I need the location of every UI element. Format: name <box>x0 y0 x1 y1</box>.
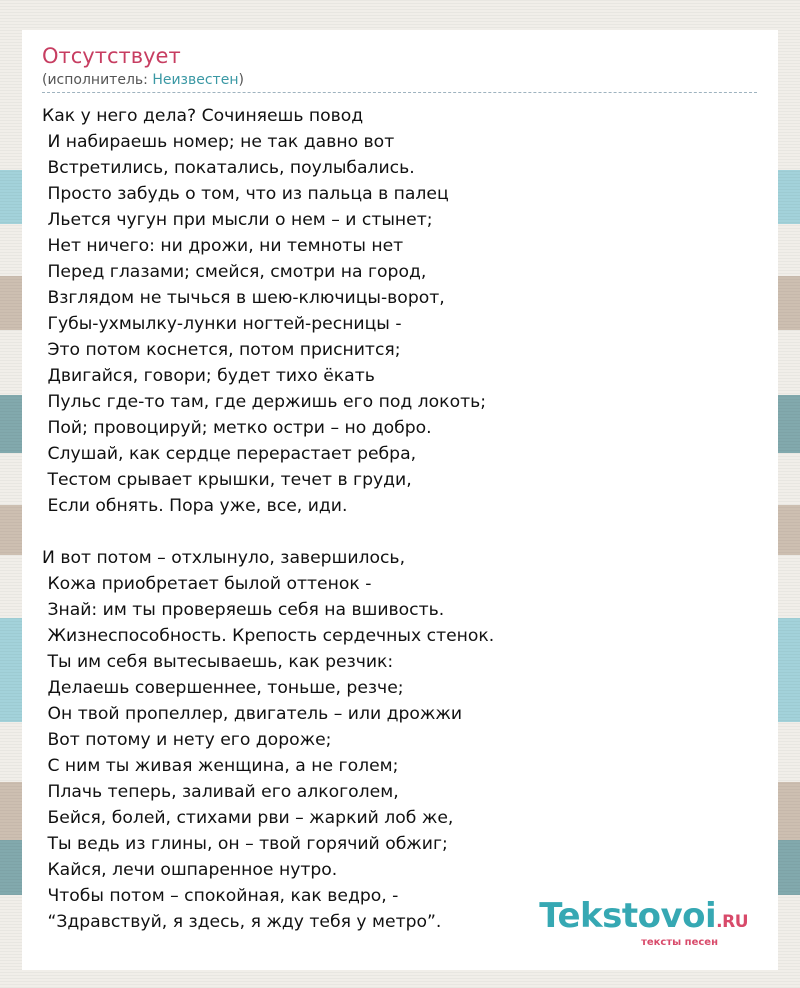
lyric-line: Льется чугун при мысли о нем – и стынет; <box>42 210 433 230</box>
artist-suffix: ) <box>238 72 244 88</box>
lyric-line: Делаешь совершеннее, тоньше, резче; <box>42 678 404 698</box>
lyric-line: Перед глазами; смейся, смотри на город, <box>42 262 427 282</box>
lyric-line: Пульс где-то там, где держишь его под локоть; <box>42 392 487 412</box>
site-watermark <box>539 896 748 948</box>
lyric-line: Плачь теперь, заливай его алкоголем, <box>42 782 399 802</box>
lyric-line: Как у него дела? Сочиняешь повод <box>42 106 364 126</box>
lyric-line: Ты ведь из глины, он – твой горячий обжиг; <box>42 834 448 854</box>
lyric-line: Пой; провоцируй; метко остри – но добро. <box>42 418 432 438</box>
lyric-line: Нет ничего: ни дрожи, ни темноты нет <box>42 236 404 256</box>
lyric-line: И вот потом – отхлынуло, завершилось, <box>42 548 406 568</box>
lyric-line: Встретились, покатались, поулыбались. <box>42 158 415 178</box>
lyric-line: Ты им себя вытесываешь, как резчик: <box>42 652 394 672</box>
lyric-line: С ним ты живая женщина, а не голем; <box>42 756 399 776</box>
lyric-line: Двигайся, говори; будет тихо ёкать <box>42 366 375 386</box>
lyric-line: Знай: им ты проверяешь себя на вшивость. <box>42 600 445 620</box>
lyric-line: Тестом срывает крышки, течет в груди, <box>42 470 412 490</box>
artist-link[interactable]: Неизвестен <box>152 72 239 88</box>
watermark-brand: Tekstovoi <box>539 896 717 936</box>
lyric-line: И набираешь номер; не так давно вот <box>42 132 395 152</box>
lyrics-card <box>22 30 778 970</box>
stanza-1 <box>42 103 758 519</box>
lyric-line: Взглядом не тычься в шею-ключицы-ворот, <box>42 288 445 308</box>
lyric-line: Чтобы потом – спокойная, как ведро, - <box>42 886 399 906</box>
watermark-logo <box>539 896 748 939</box>
watermark-tagline: тексты песен <box>641 937 718 948</box>
lyric-line: Он твой пропеллер, двигатель – или дрожжи <box>42 704 463 724</box>
lyric-line: Это потом коснется, потом приснится; <box>42 340 401 360</box>
lyric-line: Если обнять. Пора уже, все, иди. <box>42 496 348 516</box>
lyric-line: Бейся, болей, стихами рви – жаркий лоб же, <box>42 808 454 828</box>
song-title: Отсутствует <box>42 44 181 68</box>
watermark-tld: .RU <box>716 912 748 932</box>
lyric-line: Жизнеспособность. Крепость сердечных стенок. <box>42 626 495 646</box>
lyric-line: “Здравствуй, я здесь, я жду тебя у метро”. <box>42 912 442 932</box>
lyric-line: Кайся, лечи ошпаренное нутро. <box>42 860 338 880</box>
lyric-line: Слушай, как сердце перерастает ребра, <box>42 444 417 464</box>
lyrics-body <box>42 103 758 935</box>
lyric-line: Вот потому и нету его дороже; <box>42 730 332 750</box>
artist-line <box>42 70 757 93</box>
artist-prefix: (исполнитель: <box>42 72 153 88</box>
lyric-line: Кожа приобретает былой оттенок - <box>42 574 372 594</box>
stanza-gap <box>42 519 758 545</box>
lyric-line: Просто забудь о том, что из пальца в палец <box>42 184 449 204</box>
lyric-line: Губы-ухмылку-лунки ногтей-ресницы - <box>42 314 402 334</box>
stanza-2 <box>42 545 758 935</box>
